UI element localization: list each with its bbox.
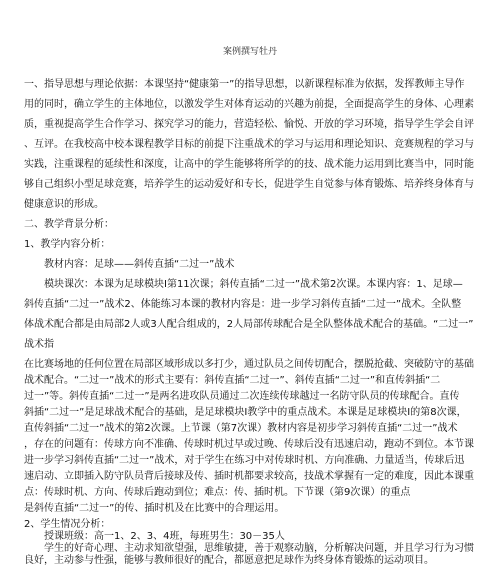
text-line: 直传斜插“二过一”战术的第2次课。上节课（第7次课）教材内容是初步学习斜传直插“二过一”战术 (24, 423, 458, 434)
text-line: 战术配合。“二过一”战术的形式主要有：斜传直插“二过一”、斜传直插“二过一”和直传斜插“二 (24, 375, 441, 386)
section-heading: 二、教学背景分析： (24, 219, 114, 230)
text-line: 点：传球时机、方向、传球后跑动到位；难点：传、插时机。下节课（第9次课）的重点 (24, 487, 411, 498)
text-line: 体战术配合都是由局部2人或3人配合组成的，2人局部传球配合是全队整体战术配合的基础。“二过一” (24, 319, 474, 330)
text-line: 是斜传直插“二过一”的传、插时机及在比赛中的合理运用。 (24, 503, 285, 514)
text-line: 授课班级：高一1、2、3、4班，每班男生：30－35人 (44, 531, 285, 542)
text-line: 过一”等。斜传直插“二过一”是两名进攻队员通过二次连续传球越过一名防守队员的传球配合。直传 (24, 391, 460, 402)
text-line: 实践，注重课程的延续性和深度，让高中的学生能够将所学的的技、战术能力运用到比赛当中，同时能 (24, 159, 474, 170)
document-title: 案例撰写牡丹 (222, 47, 277, 57)
text-line: 良好，主动参与性强，能够与教师很好的配合，都愿意把足球作为终身体育锻炼的运动项目。 (24, 555, 434, 566)
subsection-heading: 2、学生情况分析： (24, 519, 111, 530)
subsection-heading: 1、教学内容分析： (24, 239, 111, 250)
text-line: 学生的好奇心理、主动求知欲望强，思维敏捷，善于观察动脑，分析解决问题，并且学习行为习惯 (44, 543, 474, 554)
text-line: 健康意识的形成。 (24, 199, 104, 210)
text-line: 战术指 (24, 339, 54, 350)
text-line: 斜插“二过一”是足球战术配合的基础，是足球模块Ⅰ教学中的重点战术。本课是足球模块Ⅰ的第8次课， (24, 407, 467, 418)
text-line: 斜传直插“二过一”战术2、体能练习本课的教材内容是：进一步学习斜传直插“二过一”战术。全队整 (24, 299, 462, 310)
text-line: 速启动、立即插入防守队员背后接球及传、插时机都要求较高，技战术掌握有一定的难度，因此本课重 (24, 471, 474, 482)
text-line: 在比赛场地的任何位置在局部区域形成以多打少，通过队员之间传切配合，摆脱抢截、突破防守的基础 (24, 359, 474, 370)
text-line: 够自己组织小型足球竞赛，培养学生的运动爱好和专长，促进学生自觉参与体育锻炼、培养终身体育与 (24, 179, 474, 190)
text-line: 用的同时，确立学生的主体地位，以激发学生对体育运动的兴趣为前提，全面提高学生的身体、心理素 (24, 99, 474, 110)
text-line: 教材内容：足球——斜传直插“二过一”战术 (44, 259, 235, 270)
text-line: ，存在的问题有：传球方向不准确、传球时机过早或过晚、传球后没有迅速启动，跑动不到位。本节课 (24, 439, 474, 450)
text-line: 模块课次：本课为足球模块Ⅰ第11次课；斜传直插“二过一”战术第2次课。本课内容：1、足球— (44, 279, 463, 290)
text-line: 、互评。在我校高中校本课程教学目标的前提下注重战术的学习与运用和理论知识、竞赛规程的学习与 (24, 139, 474, 150)
text-line: 一、指导思想与理论依据：本课坚持“健康第一”的指导思想，以新课程标准为依据，发挥教师主导作 (24, 79, 465, 90)
text-line: 质，重视提高学生合作学习、探究学习的能力，营造轻松、愉悦、开放的学习环境，指导学生学会自评 (24, 119, 474, 130)
text-line: 进一步学习斜传直插“二过一”战术，对于学生在练习中对传球时机、方向准确、力量适当，传球后迅 (24, 455, 465, 466)
